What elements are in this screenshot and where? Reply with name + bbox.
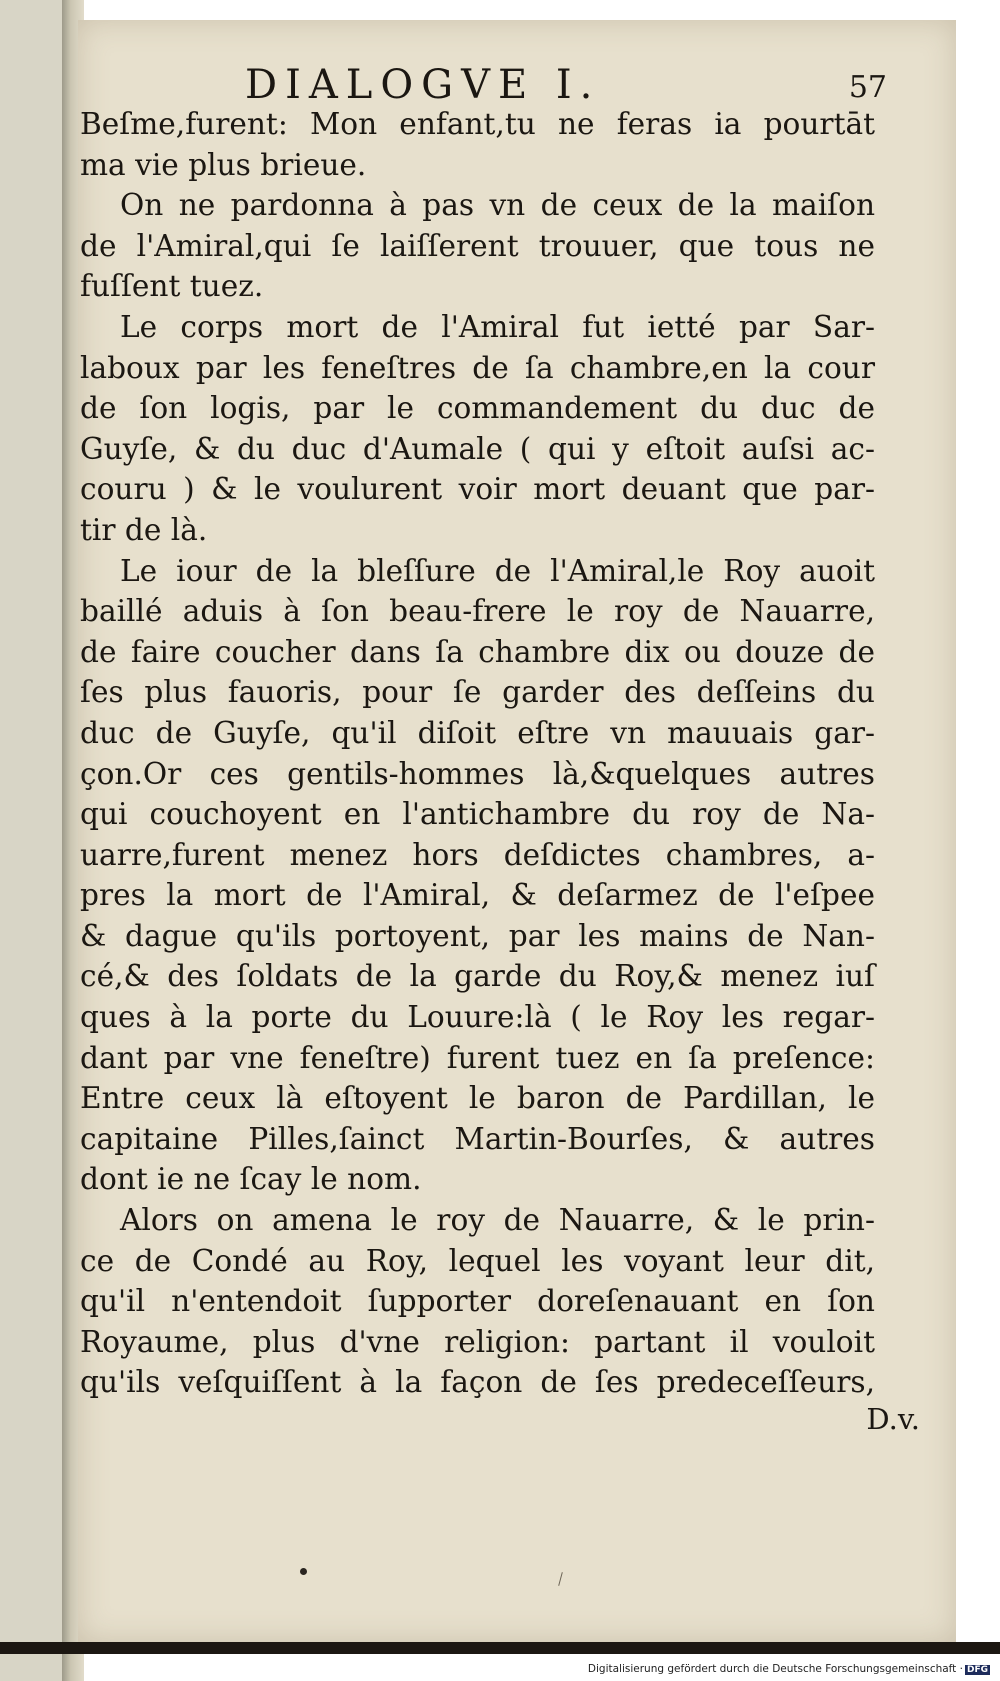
text-line: ſes plus fauoris, pour ſe garder des deſſeins du (80, 675, 875, 710)
body-text (80, 104, 875, 1403)
scan-left-margin (0, 0, 62, 1681)
text-line: ques à la porte du Louure:là ( le Roy les regar- (80, 1000, 875, 1035)
text-line: capitaine Pilles,ſainct Martin-Bourſes, & autres (80, 1121, 875, 1156)
text-line: de ſon logis, par le commandement du duc de (80, 391, 875, 426)
footer-text: Digitalisierung gefördert durch die Deutsche Forschungsgemeinschaft · (587, 1663, 963, 1675)
text-line: Alors on amena le roy de Nauarre, & le prin- (120, 1203, 875, 1238)
running-header (80, 52, 887, 108)
text-line: ce de Condé au Roy, lequel les voyant leur dit, (80, 1243, 875, 1278)
text-line: qu'il n'entendoit ſupporter doreſenauant en ſon (80, 1284, 875, 1319)
text-line: Guyſe, & du duc d'Aumale ( qui y eſtoit auſsi ac- (80, 431, 875, 466)
text-line: dant par vne feneſtre) furent tuez en ſa preſence: (80, 1040, 875, 1075)
text-column (80, 52, 887, 1403)
text-line: & dague qu'ils portoyent, par les mains de Nan- (80, 918, 875, 953)
text-line: cé,& des ſoldats de la garde du Roy,& menez iuſ (80, 959, 875, 994)
text-line: qu'ils veſquiſſent à la façon de ſes predeceſſeurs, (80, 1365, 875, 1400)
text-line: Le iour de la bleſſure de l'Amiral,le Roy auoit (120, 553, 875, 588)
text-line: ma vie plus brieue. (80, 147, 367, 182)
dfg-logo: DFG (966, 1665, 988, 1675)
text-line: uarre,furent menez hors deſdictes chambres, a- (80, 837, 875, 872)
text-line: qui couchoyent en l'antichambre du roy de Na- (80, 797, 875, 832)
text-line: çon.Or ces gentils-hommes là,&quelques autres (80, 756, 875, 791)
text-line: baillé aduis à ſon beau-frere le roy de Nauarre, (80, 594, 875, 629)
text-line: de l'Amiral,qui ſe laiſſerent trouuer, que tous ne (80, 228, 875, 263)
text-line: pres la mort de l'Amiral, & deſarmez de l'eſpee (80, 878, 875, 913)
text-line: laboux par les feneſtres de ſa chambre,en la cour (80, 350, 875, 385)
ink-spot (300, 1568, 307, 1575)
text-line: Le corps mort de l'Amiral fut ietté par Sar- (120, 309, 875, 344)
text-line: On ne pardonna à pas vn de ceux de la maiſon (120, 188, 875, 223)
page-bottom-edge (0, 1642, 1000, 1654)
running-title: DIALOGVE I. (245, 62, 601, 108)
signature-mark: D.v. (866, 1402, 920, 1436)
text-line: dont ie ne ſcay le nom. (80, 1162, 422, 1197)
digitization-footer (588, 1663, 990, 1675)
text-line: Beſme,furent: Mon enfant,tu ne feras ia pourtāt (80, 107, 875, 141)
text-line: couru ) & le voulurent voir mort deuant que par- (80, 472, 875, 507)
scan-right-margin (956, 0, 1000, 1681)
text-line: Royaume, plus d'vne religion: partant il vouloit (80, 1324, 875, 1359)
text-line: tir de là. (80, 512, 208, 547)
page-number: 57 (848, 70, 887, 105)
text-line: Entre ceux là eſtoyent le baron de Pardillan, le (80, 1081, 875, 1116)
text-line: fuſſent tuez. (80, 269, 264, 304)
text-line: duc de Guyſe, qu'il diſoit eſtre vn mauuais gar- (80, 715, 875, 750)
text-line: de faire coucher dans ſa chambre dix ou douze de (80, 634, 875, 669)
